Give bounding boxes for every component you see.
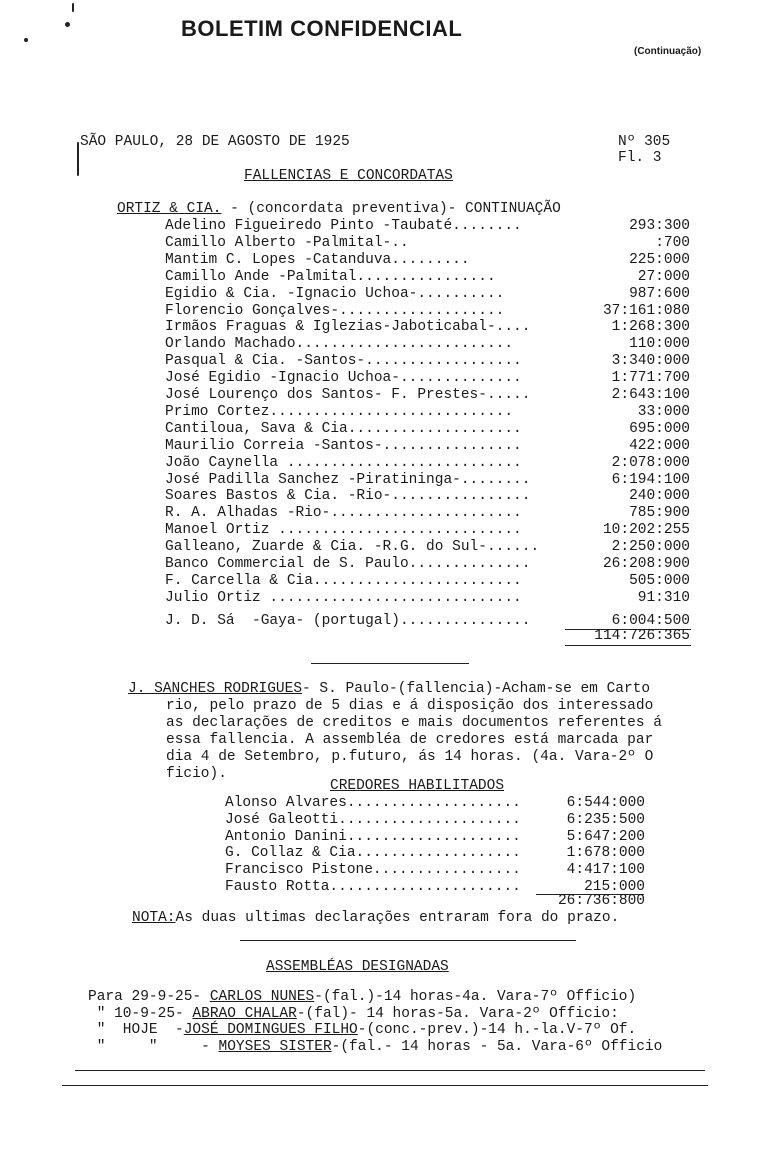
credor-name: Antonio Danini....................	[225, 828, 521, 845]
creditor-value: 110:000	[629, 336, 690, 353]
creditor-row	[165, 539, 690, 557]
creditor-row	[165, 269, 690, 287]
creditor-row	[165, 353, 690, 371]
creditor-value: 2:078:000	[611, 454, 690, 471]
credor-name: Fausto Rotta......................	[225, 879, 521, 895]
note	[132, 910, 619, 926]
company-description: - (concordata preventiva)- CONTINUAÇÃO	[221, 201, 561, 217]
credor-row	[225, 829, 645, 847]
creditor-name: Egidio & Cia. -Ignacio Uchoa-..........	[165, 285, 505, 302]
assemblea-name: ABRAO CHALAR	[192, 1005, 297, 1022]
creditor-value: 422:000	[629, 437, 690, 454]
creditor-value: 225:000	[629, 251, 690, 268]
credor-name: G. Collaz & Cia...................	[225, 845, 521, 862]
place-date: SÃO PAULO, 28 DE AGOSTO DE 1925	[80, 134, 350, 150]
creditor-name: João Caynella ...........................	[165, 454, 522, 471]
assemblea-name: CARLOS NUNES	[209, 989, 315, 1005]
footer-rule-2	[62, 1085, 708, 1086]
creditor-value: 1:771:700	[611, 370, 690, 387]
creditor-name: Primo Cortez............................	[165, 403, 514, 420]
section2-first-line	[128, 681, 650, 697]
credor-value: 5:647:200	[566, 828, 645, 845]
credor-row	[225, 862, 645, 880]
assemblea-details: -(fal.- 14 horas - 5a. Vara-6º Officio	[331, 1038, 663, 1055]
creditor-value: 26:208:900	[602, 556, 690, 572]
section-divider-2	[240, 940, 576, 941]
creditor-row	[165, 303, 690, 321]
creditor-row	[165, 319, 690, 337]
creditor-value: 3:340:000	[611, 353, 690, 370]
assemblea-name: JOSÉ DOMINGUES FILHO	[183, 1022, 358, 1038]
footer-rule-1	[75, 1070, 705, 1071]
section-divider	[311, 663, 469, 664]
creditor-value: 27:000	[637, 268, 690, 285]
creditor-name: Soares Bastos & Cia. -Rio-................	[165, 488, 531, 505]
paragraph-line: essa fallencia. A assembléa de credores está marcada par	[166, 732, 654, 748]
document-title: BOLETIM CONFIDENCIAL	[181, 16, 463, 41]
creditor-name: Cantiloua, Sava & Cia....................	[165, 420, 522, 437]
creditor-row	[165, 455, 690, 473]
assemblea-row	[88, 1022, 636, 1038]
section-heading-fallencias: FALLENCIAS E CONCORDATAS	[244, 168, 453, 184]
creditor-row	[165, 252, 690, 270]
bulletin-number: Nº 305	[618, 134, 671, 150]
creditor-value: 6:004:500	[611, 613, 690, 629]
creditor-row	[165, 218, 690, 236]
creditor-row	[165, 438, 690, 456]
creditor-name: Camillo Alberto -Palmital-..	[165, 234, 409, 251]
assemblea-date: Para 29-9-25-	[88, 989, 210, 1005]
credor-name: Alonso Alvares....................	[225, 795, 521, 811]
creditor-value: 91:310	[637, 589, 690, 606]
creditor-value: 785:900	[629, 505, 690, 522]
creditor-row	[165, 556, 690, 574]
creditor-value: 6:194:100	[611, 471, 690, 488]
total-value: 114:726:365	[594, 628, 690, 644]
credor-value: 6:235:500	[566, 811, 645, 828]
assemblea-name: MOYSES SISTER	[218, 1038, 332, 1055]
creditor-row	[165, 573, 690, 591]
assemblea-row	[88, 1039, 662, 1055]
scan-mark	[24, 38, 28, 42]
creditor-name: Orlando Machado.........................	[165, 336, 514, 353]
creditor-name: Irmãos Fraguas & Iglezias-Jaboticabal-....	[165, 319, 531, 336]
creditor-name: F. Carcella & Cia........................	[165, 572, 522, 589]
paragraph-line: dia 4 de Setembro, p.futuro, ás 14 horas. (4a. Vara-2º O	[166, 749, 654, 765]
paragraph-line: ficio).	[166, 766, 227, 782]
creditor-row	[165, 336, 690, 354]
assembleas-heading: ASSEMBLÉAS DESIGNADAS	[266, 959, 449, 975]
assemblea-date: " 10-9-25-	[88, 1005, 193, 1022]
credores-total-value: 26:736:800	[557, 893, 645, 909]
assemblea-row	[88, 989, 636, 1005]
credor-row	[225, 795, 645, 813]
credores-heading: CREDORES HABILITADOS	[330, 778, 505, 794]
creditor-name: Mantim C. Lopes -Catanduva.........	[165, 251, 470, 268]
creditor-value: 2:250:000	[611, 539, 690, 556]
credor-row	[225, 812, 645, 830]
section2-text: - S. Paulo-(fallencia)-Acham-se em Carto	[302, 681, 651, 697]
creditor-name: Pasqual & Cia. -Santos-..................	[165, 353, 522, 370]
creditor-name: Banco Commercial de S. Paulo..............	[165, 556, 531, 572]
creditor-row	[165, 421, 690, 439]
creditor-value: 695:000	[629, 420, 690, 437]
creditor-name: Adelino Figueiredo Pinto -Taubaté........	[165, 218, 522, 234]
scan-mark	[72, 3, 74, 12]
creditor-value: 240:000	[629, 488, 690, 505]
creditor-name: R. A. Alhadas -Rio-......................	[165, 505, 522, 522]
creditor-name: José Egidio -Ignacio Uchoa-..............	[165, 370, 522, 387]
scan-mark	[77, 142, 79, 176]
creditor-value: :700	[655, 234, 690, 251]
creditor-value: 1:268:300	[611, 319, 690, 336]
assemblea-details: -(conc.-prev.)-14 h.-la.V-7º Of.	[357, 1022, 637, 1038]
paragraph-line: rio, pelo prazo de 5 dias e á disposição dos interessado	[166, 698, 654, 714]
creditor-name: Julio Ortiz .............................	[165, 589, 522, 606]
credor-value: 1:678:000	[566, 845, 645, 862]
assemblea-row	[88, 1006, 619, 1022]
creditor-row	[165, 472, 690, 490]
scan-mark	[65, 22, 70, 27]
creditor-value: 2:643:100	[611, 387, 690, 403]
creditor-row	[165, 286, 690, 304]
creditor-name: Maurilio Correia -Santos-................	[165, 437, 522, 454]
creditor-name: Manoel Ortiz ............................	[165, 522, 522, 539]
creditor-name: Camillo Ande -Palmital................	[165, 268, 496, 285]
company-name: ORTIZ & CIA.	[117, 201, 222, 217]
creditor-row	[165, 488, 690, 506]
assemblea-date: " " -	[88, 1038, 219, 1055]
credor-name: José Galeotti.....................	[225, 811, 521, 828]
creditor-value: 505:000	[629, 572, 690, 589]
creditor-value: 37:161:080	[602, 302, 690, 319]
note-label: NOTA:	[132, 910, 176, 926]
credor-value: 4:417:100	[566, 862, 645, 879]
credor-value: 6:544:000	[566, 795, 645, 811]
credor-value: 215:000	[584, 879, 645, 895]
creditor-value: 293:300	[629, 218, 690, 234]
creditor-value: 987:600	[629, 285, 690, 302]
note-text: As duas ultimas declarações entraram fora do prazo.	[175, 910, 620, 926]
creditor-row	[165, 590, 690, 608]
creditor-name: José Padilla Sanchez -Piratininga-........	[165, 471, 531, 488]
creditor-name: J. D. Sá -Gaya- (portugal)...............	[165, 613, 531, 629]
creditor-row	[165, 387, 690, 405]
assemblea-date: " HOJE -	[88, 1022, 184, 1038]
creditor-name: José Lourenço dos Santos- F. Prestes-.....	[165, 387, 531, 403]
creditor-row	[165, 404, 690, 422]
total-row	[165, 628, 690, 646]
paragraph-line: as declarações de creditos e mais documentos referentes á	[166, 715, 662, 731]
creditor-value: 33:000	[637, 403, 690, 420]
creditor-row	[165, 505, 690, 523]
credor-name: Francisco Pistone.................	[225, 862, 521, 879]
creditor-name: Florencio Gonçalves-...................	[165, 302, 505, 319]
assemblea-details: -(fal)- 14 horas-5a. Vara-2º Officio:	[296, 1005, 619, 1022]
creditor-row	[165, 522, 690, 540]
continuation-label: (Continuação)	[634, 46, 702, 57]
creditor-row	[165, 235, 690, 253]
sheet-number: Fl. 3	[618, 150, 662, 166]
assemblea-details: -(fal.)-14 horas-4a. Vara-7º Officio)	[314, 989, 637, 1005]
company-line	[117, 201, 561, 217]
company-name-2: J. SANCHES RODRIGUES	[128, 681, 303, 697]
creditor-row	[165, 370, 690, 388]
creditor-value: 10:202:255	[602, 522, 690, 539]
credores-total-row	[225, 893, 645, 911]
creditor-name: Galleano, Zuarde & Cia. -R.G. do Sul-......	[165, 539, 540, 556]
credor-row	[225, 845, 645, 863]
total-rule-bottom	[565, 645, 691, 646]
